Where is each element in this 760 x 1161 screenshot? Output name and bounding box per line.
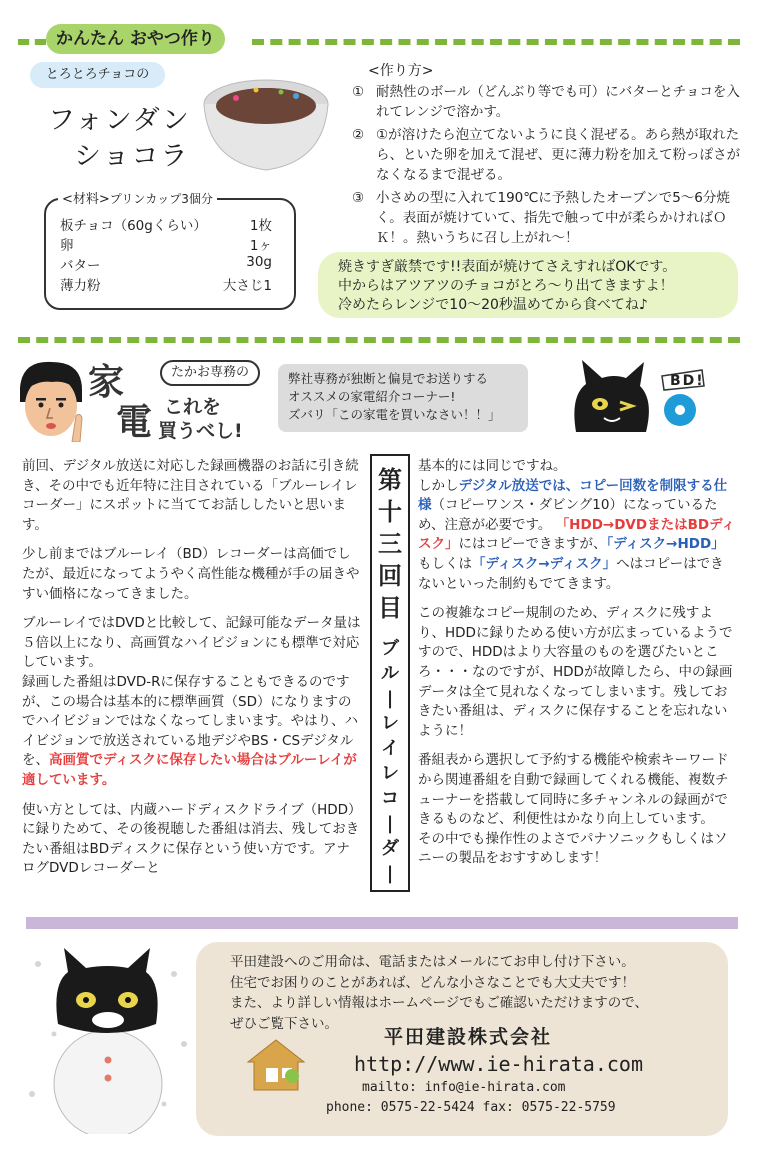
email-link[interactable]: mailto: info@ie-hirata.com bbox=[362, 1080, 566, 1095]
step-number: ② bbox=[352, 127, 365, 143]
vertical-char: レ bbox=[381, 713, 399, 734]
kaden-intro-box bbox=[278, 364, 528, 432]
contact-line: 平田建設へのご用命は、電話またはメールにてお申し付け下さい。 bbox=[230, 954, 635, 970]
paragraph-part: 録画した番組はDVD-Rに保存することもできるのですが、この場合は基本的に標準画質（SD）になりますのでハイビジョンではなくなってしまいます。やはり、ハイビジョンで放送されている地デジやBS・CSデジタルを、 bbox=[22, 673, 359, 769]
kaden-char-2: 電 bbox=[116, 402, 153, 443]
materials-label: <材料> bbox=[62, 192, 110, 207]
materials-heading bbox=[58, 188, 217, 207]
website-link[interactable]: http://www.ie-hirata.com bbox=[354, 1052, 643, 1076]
highlight-blue: 「ディスク→ディスク」 bbox=[472, 555, 617, 572]
bd-label: BD! bbox=[670, 373, 705, 389]
highlight-red: 高画質でディスクに保存したい場合はブルーレイが適しています。 bbox=[22, 752, 357, 788]
step-text: 小さめの型に入れて190℃に予熱したオーブンで5～6分焼く。表面が焼けていて、指先で触って中が柔らかければＯＫ！。熱いうちに召し上がれ～！ bbox=[376, 190, 730, 246]
senmu-face-illustration bbox=[14, 358, 88, 442]
paragraph-part: その中でも操作性のよさでパナソニックもしくはソニーの製品をおすすめします！ bbox=[418, 830, 728, 867]
paragraph: 少し前まではブルーレイ（BD）レコーダーは高価でしたが、最近になってようやく高性能な機種が手の届きやすい価格になってきました。 bbox=[22, 546, 360, 602]
paragraph-part: 基本的には同じですね。 bbox=[418, 458, 567, 474]
paragraph bbox=[418, 751, 736, 869]
step-number: ③ bbox=[352, 190, 365, 206]
tip-line: 中からはアツアツのチョコがとろ～り出てきますよ！ bbox=[338, 278, 674, 294]
tip-line: 焼きすぎ厳禁です!!表面が焼けてさえすればOKです。 bbox=[338, 259, 677, 275]
howto-steps bbox=[352, 82, 752, 251]
company-name: 平田建設株式会社 bbox=[384, 1026, 553, 1048]
highlight-blue: 「ディスク→HDD」 bbox=[606, 536, 725, 553]
paragraph: この複雑なコピー規制のため、ディスクに残すより、HDDに録りためる使い方が広まっているようですので、HDDはより大容量のものを選びたいところ・・・なのですが、HDDが故障したら、中の録画データは全て見れなくなってしまいます。残しておきたい番組は、ディスクに保存することを忘れないように！ bbox=[418, 605, 733, 739]
section-title: かんたん おやつ作り bbox=[46, 24, 225, 54]
vertical-gap bbox=[372, 624, 408, 636]
step-2 bbox=[352, 125, 752, 185]
kaden-char-1: 家 bbox=[88, 362, 125, 403]
tip-line: 冷めたらレンジで10～20秒温めてから食べてね♪ bbox=[338, 297, 648, 313]
bottom-divider bbox=[26, 917, 738, 929]
material-qty: 1枚 bbox=[249, 218, 272, 234]
contact-line: ぜひご覧下さい。 bbox=[230, 1015, 338, 1032]
top-divider-right bbox=[252, 39, 740, 45]
paragraph bbox=[22, 614, 362, 790]
vertical-char: 十 bbox=[378, 498, 402, 526]
left-column bbox=[22, 457, 362, 889]
vertical-char: レ bbox=[381, 763, 399, 784]
paragraph-part: へはコピーはできないといった制約もでてきます。 bbox=[418, 555, 724, 592]
top-divider bbox=[18, 39, 46, 45]
intro-line: オススメの家電紹介コーナー! bbox=[288, 389, 456, 404]
snowman-cat-illustration bbox=[24, 944, 194, 1134]
howto-heading: <作り方> bbox=[368, 63, 434, 79]
paragraph-part: （コピーワンス・ダビング10）になっているため、注意が必要です。 bbox=[418, 497, 718, 533]
material-row bbox=[60, 234, 272, 254]
tip-box bbox=[318, 252, 738, 318]
cat-bd-illustration bbox=[566, 356, 716, 436]
intro-line: 弊社専務が独断と偏見でお送りする bbox=[288, 371, 489, 386]
material-name: バター bbox=[60, 258, 101, 274]
kaden-title-small2: 買うべし! bbox=[158, 420, 243, 442]
kaden-title-small: これを bbox=[164, 396, 222, 418]
material-qty: 1ヶ bbox=[249, 238, 272, 254]
material-row bbox=[60, 214, 272, 234]
paragraph: 使い方としては、内蔵ハードディスクドライブ（HDD）に録りためて、その後視聴した番組は消去、残しておきたい番組はBDディスクに保存という使い方です。アナログDVDレコーダーと bbox=[22, 801, 362, 877]
materials-note: プリンカップ3個分 bbox=[109, 192, 213, 206]
paragraph bbox=[418, 457, 736, 594]
step-number: ① bbox=[352, 84, 365, 100]
recipe-subtitle: とろとろチョコの bbox=[30, 62, 165, 88]
step-text: 耐熱性のボール（どんぶり等でも可）にバターとチョコを入れてレンジで溶かす。 bbox=[376, 84, 740, 120]
contact-line: 住宅でお困りのことがあれば、どんな小さなことでも大丈夫です！ bbox=[230, 974, 635, 991]
paragraph: 前回、デジタル放送に対応した録画機器のお話に引き続き、その中でも近年特に注目されている「ブルーレイレコーダー」にスポットに当ててお話ししたいと思います。 bbox=[22, 458, 359, 533]
vertical-char: | bbox=[386, 688, 394, 709]
material-row bbox=[60, 254, 272, 274]
vertical-char: ダ bbox=[381, 838, 399, 859]
vertical-char: 目 bbox=[378, 594, 402, 622]
kaden-bubble: たかお専務の bbox=[160, 360, 260, 386]
vertical-char: ル bbox=[381, 663, 399, 684]
vertical-title bbox=[370, 454, 410, 892]
right-column bbox=[418, 457, 736, 869]
recipe-title-line2: ショコラ bbox=[74, 141, 190, 172]
house-logo-icon bbox=[244, 1034, 308, 1094]
vertical-char: 第 bbox=[378, 466, 402, 494]
vertical-char: ブ bbox=[381, 638, 399, 659]
step-1 bbox=[352, 82, 752, 122]
highlight-red: 「HDD→DVDまたはBDディスク」 bbox=[418, 516, 735, 553]
vertical-char: 三 bbox=[378, 530, 402, 558]
material-name: 卵 bbox=[60, 238, 74, 254]
recipe-title-line1: フォンダン bbox=[48, 105, 191, 136]
vertical-char: | bbox=[386, 813, 394, 834]
paragraph-part: しかし bbox=[418, 477, 459, 494]
material-name: 薄力粉 bbox=[60, 278, 101, 294]
middle-divider bbox=[18, 337, 740, 343]
highlight-blue: デジタル放送では、コピー回数を制限する仕様 bbox=[418, 477, 728, 514]
material-name: 板チョコ（60gくらい） bbox=[60, 218, 207, 234]
vertical-char: コ bbox=[381, 788, 399, 809]
vertical-char: | bbox=[386, 863, 394, 884]
intro-line: ズバリ「この家電を買いなさい！！」 bbox=[288, 407, 501, 422]
material-row bbox=[60, 274, 272, 294]
fondant-chocolat-photo bbox=[196, 72, 336, 182]
step-text: ①が溶けたら泡立てないように良く混ぜる。あら熱が取れたら、といた卵を加えて混ぜ、更に薄力粉を加えて粉っぽさがなくなるまで混ぜる。 bbox=[376, 127, 741, 183]
paragraph-part: ブルーレイではDVDと比較して、記録可能なデータ量は５倍以上になり、高画質なハイビジョンにも標準で対応しています。 bbox=[22, 615, 361, 671]
paragraph-part: 番組表から選択して予約する機能や検索キーワードから関連番組を自動で録画してくれる機能、複数チューナーを搭載して同時に多チャンネルの録画ができるものなど、利便性はかなり向上しています。 bbox=[418, 752, 729, 828]
step-3 bbox=[352, 188, 752, 248]
contact-line: また、より詳しい情報はホームページでもご確認いただけますので、 bbox=[230, 995, 648, 1011]
paragraph-part: にはコピーできますが、 bbox=[458, 536, 607, 553]
paragraph-part: もしくは bbox=[418, 555, 472, 572]
phone-fax: phone: 0575-22-5424 fax: 0575-22-5759 bbox=[326, 1100, 616, 1115]
material-qty: 大さじ1 bbox=[222, 278, 272, 294]
material-qty: 30g bbox=[246, 254, 272, 270]
vertical-char: イ bbox=[381, 738, 399, 759]
vertical-char: 回 bbox=[378, 562, 402, 590]
